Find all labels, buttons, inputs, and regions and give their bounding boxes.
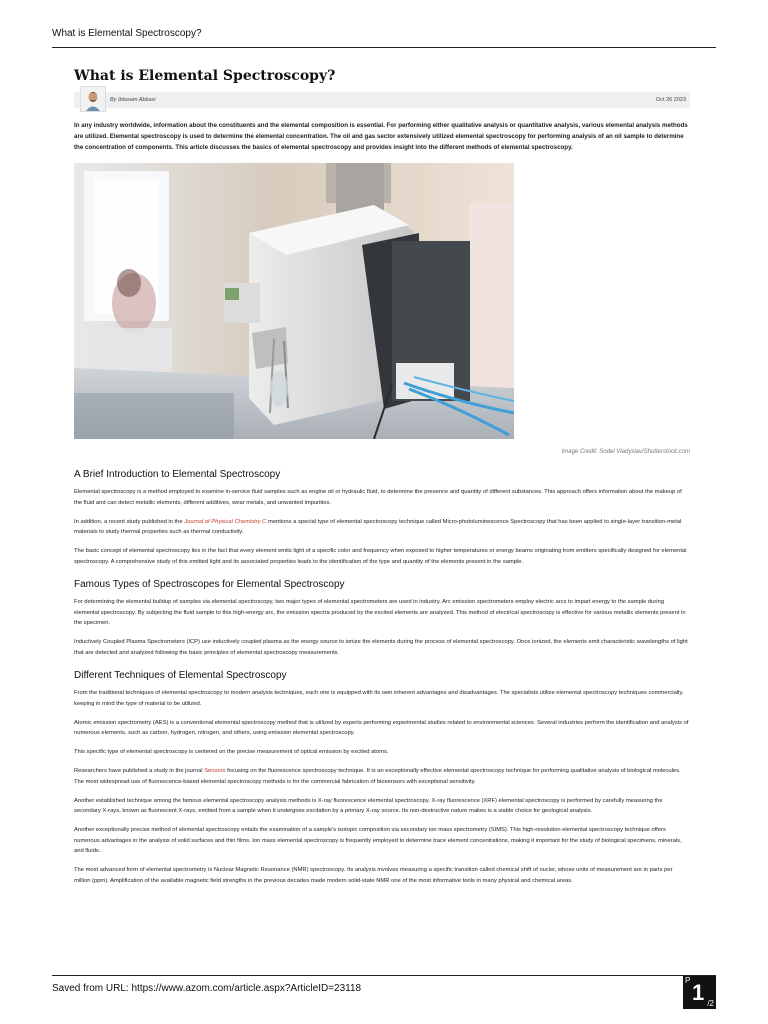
- page-header-title: What is Elemental Spectroscopy?: [52, 28, 202, 39]
- page-total: /2: [707, 999, 714, 1008]
- article: [74, 64, 690, 895]
- paragraph: In addition, a recent study published in the Journal of Physical Chemistry C mentions a special type of elemental spectroscopy technique called Micro-photoluminescence Spectroscopy that has been applied to single-layer transition-metal materials to study thermal properties such as thermal conductivity.: [74, 518, 682, 535]
- journal-link[interactable]: Journal of Physical Chemistry C: [184, 518, 267, 525]
- paragraph: This specific type of elemental spectroscopy is centered on the precise measurement of optical emission by excited atoms.: [74, 749, 389, 755]
- author-avatar[interactable]: [80, 86, 106, 112]
- saved-from-url: Saved from URL: https://www.azom.com/article.aspx?ArticleID=23118: [52, 983, 362, 994]
- paragraph: Another established technique among the famous elemental spectroscopy analysis methods is X-ray fluorescence elemental spectroscopy. X-ray fluorescence (XRF) elemental spectroscopy is performed by carefully measuring the secondary X-rays, known as fluorescent X-rays, emitted from a sample when it undergoes excitation by a primary X-ray source. Its non-destructive nature makes is a viable choice for geological analysis.: [74, 797, 663, 814]
- paragraph: Atomic emission spectrometry (AES) is a conventional elemental spectroscopy method that is utilized by experts performing experimental studies related to environmental sciences. Several industries perform the identification and analysis of numerous elements, such as carbon, hydrogen, nitrogen, and others, using emission elemental spectroscopy.: [74, 719, 689, 736]
- sensors-link[interactable]: Sensors: [204, 768, 226, 774]
- byline-bar: [74, 92, 690, 108]
- page-label: P: [685, 976, 691, 985]
- paragraph: The basic concept of elemental spectroscopy lies in the fact that every element emits light of a specific color and frequency when exposed to higher temperatures or energy beams originating from emitters specifically designed for elemental spectroscopy. A comprehensive study of this emitted light and its associated properties leads to the identification of the type and quantity of the elements present in the sample.: [74, 548, 687, 565]
- paragraph: For determining the elemental buildup of samples via elemental spectroscopy, two major types of elemental spectrometers are used in industry. Arc emission spectrometers employ electric arcs to impart energy to the sample during elemental spectroscopy. By subjecting the fluid sample to this high-energy arc, the emission spectra produced by the excited elements are analyzed. This method of electrical spectroscopy is effective for various metallic elements present in the specimen.: [74, 599, 686, 626]
- paragraph: Another exceptionally precise method of elemental spectroscopy entails the examination of a sample's isotopic composition via secondary ion mass spectrometry (SIMS). This high-resolution elemental spectroscopy technique offers numerous advantages in the analysis of solid surfaces and thin films. Ion mass elemental spectroscopy is frequently employed to determine trace element concentrations, making it important for the study of biological specimens, minerals, and fluids.: [74, 827, 682, 854]
- page-number-badge: [683, 976, 716, 1009]
- page-number: 1: [692, 980, 705, 1005]
- paragraph: Researchers have published a study in the journal Sensors focusing on the fluorescence spectroscopy technique. It is an exceptionally effective elemental spectroscopy technique for performing qualitative analysis of biological molecules. The most widespread use of fluorescence-based elemental spectroscopy methods is for the commercial fabrication of biosensors with exceptional sensitivity.: [74, 768, 681, 785]
- article-title: What is Elemental Spectroscopy?: [74, 68, 336, 84]
- publish-date: Oct 26 2023: [656, 97, 686, 103]
- paragraph: Elemental spectroscopy is a method employed to examine in-service fluid samples such as engine oil or hydraulic fluid, to determine the presence and quantity of different substances. This approach offers information about the makeup of the fluid and can detect metallic elements, different additives, wear metals, and unwanted impurities.: [74, 489, 682, 506]
- paragraph: The most advanced form of elemental spectrometry is Nuclear Magnetic Resonance (NMR) spectroscopy. Its analysis involves measuring a specific transition called chemical shift of nuclei, whose units of measurement are in parts per million (ppm). Amplification of the available magnetic field strengths in the previous decades made modern solid-state NMR one of the most informative tools in many physical and chemical areas.: [74, 867, 673, 884]
- spectrometer-photo: [74, 163, 514, 439]
- section-heading-types: Famous Types of Spectroscopes for Elemental Spectroscopy: [74, 579, 345, 590]
- header-divider: [52, 47, 716, 48]
- footer-divider: [52, 975, 716, 976]
- paragraph: From the traditional techniques of elemental spectroscopy to modern analysis techniques, each one is equipped with its own inherent advantages and disadvantages. The specialists utilize elemental spectroscopy techniques commercially, keeping in mind the type of material to be utilized.: [74, 690, 684, 707]
- author-photo-icon: [81, 87, 105, 111]
- section-heading-intro: A Brief Introduction to Elemental Spectroscopy: [74, 469, 281, 480]
- article-intro: In any industry worldwide, information about the constituents and the elemental composition is essential. For performing either qualitative analysis or quantitative analysis, various elemental analysis methods are utilized. Elemental spectroscopy is used to determine the elemental concentration. The oil and gas sector extensively utilized elemental spectroscopy for performing analysis of an oil sample to determine the concentration of components. This article discusses the basics of elemental spectroscopy and provides insight into the different methods of elemental spectroscopy.: [74, 122, 688, 151]
- section-heading-techniques: Different Techniques of Elemental Spectroscopy: [74, 670, 287, 681]
- image-credit: Image Credit: Sodel Vladyslav/Shutterstock.com: [561, 449, 690, 455]
- paragraph: Inductively Coupled Plasma Spectrometers (ICP) use inductively coupled plasma as the energy source to ionize the elements during the process of elemental spectroscopy. Once ionized, the elements emit characteristic wavelengths of light that are detected and analyzed following the basic principles of elemental spectroscopy measurements.: [74, 639, 688, 656]
- author-name[interactable]: By Ibtasam Abbasi: [110, 97, 156, 103]
